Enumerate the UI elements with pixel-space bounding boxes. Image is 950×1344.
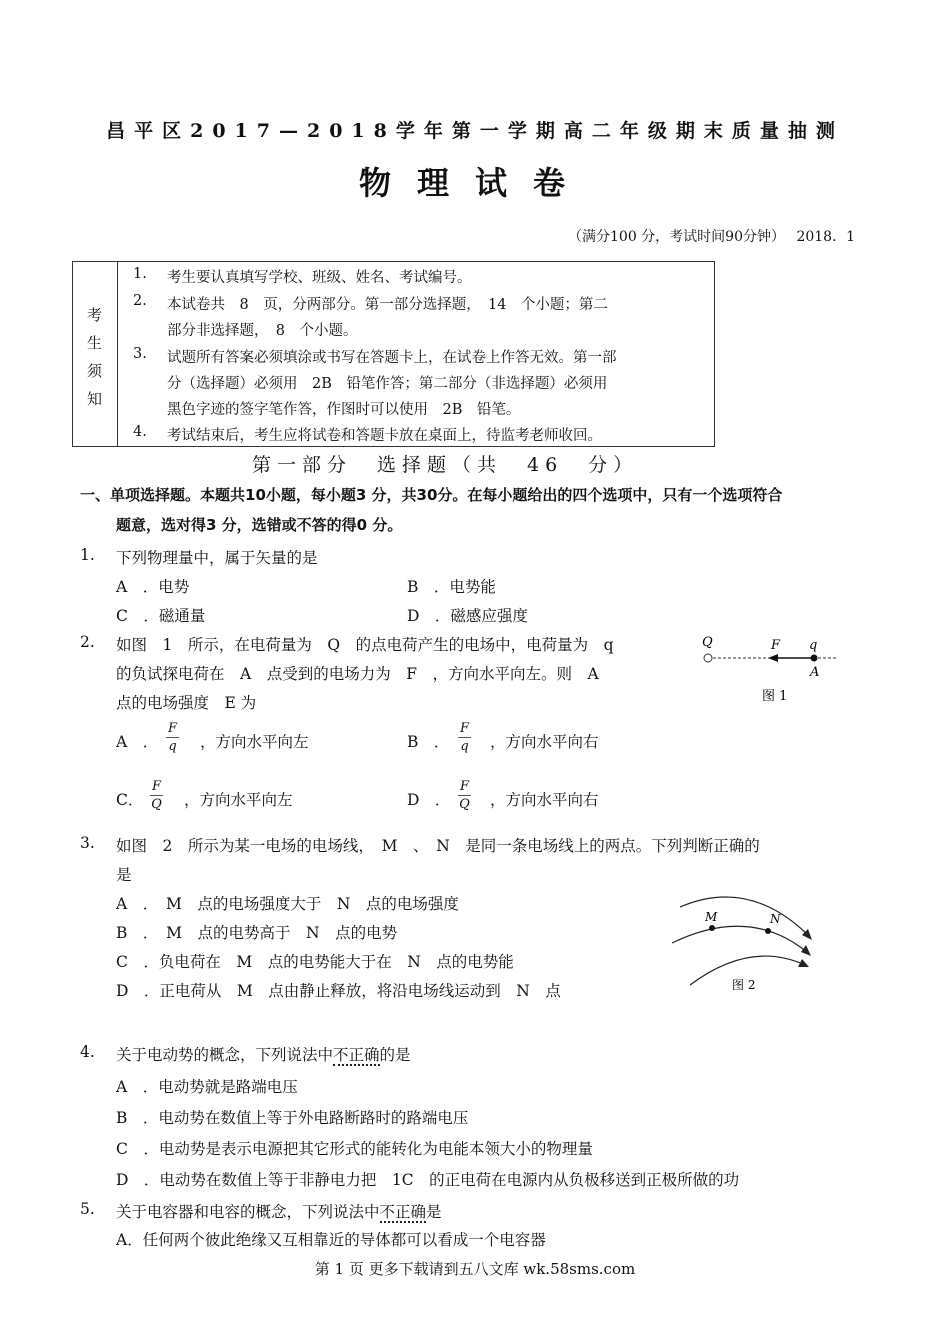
denominator: q [168, 739, 177, 754]
question-number: 3. [80, 834, 95, 852]
option-c: C． [116, 791, 144, 809]
question-stem: 下列物理量中，属于矢量的是 [116, 549, 318, 567]
option-d: D ．正电荷从 M 点由静止释放，将沿电场线运动到 N 点 [116, 982, 561, 1000]
part-instructions: 题意，选对得3 分，选错或不答的得0 分。 [116, 516, 403, 534]
fig1-caption: 图 1 [762, 689, 788, 704]
option-b: B ． M 点的电势高于 N 点的电势 [116, 924, 398, 942]
option-a: A ． [116, 733, 159, 751]
option-a: A ． M 点的电场强度大于 N 点的电场强度 [116, 895, 459, 913]
notice-label-char: 考 [87, 306, 103, 324]
option-a: A ．电动势就是路端电压 [116, 1078, 298, 1096]
denominator: q [460, 739, 469, 754]
fig1-label-a: A [810, 665, 820, 680]
option-b-text: ，方向水平向右 [490, 733, 599, 751]
source-charge-dot [704, 654, 712, 662]
denominator: Q [151, 797, 162, 812]
option-c: C ．磁通量 [116, 607, 206, 625]
question-number: 1. [80, 546, 95, 564]
question-stem: 的负试探电荷在 A 点受到的电场力为 F ，方向水平向左。则 A [116, 665, 599, 683]
notice-label-char: 须 [87, 362, 103, 380]
option-b: B ． [407, 733, 450, 751]
exam-title: 物理试卷 [358, 164, 591, 202]
option-a: A ．电势 [116, 578, 190, 596]
option-d: D ．磁感应强度 [407, 607, 528, 625]
fig2-label-n: N [770, 912, 781, 926]
stem-text: 关于电容器和电容的概念，下列说法中 [116, 1203, 380, 1221]
field-line [680, 897, 810, 937]
fraction-f-over-big-q [458, 778, 471, 813]
stem-text: 是 [426, 1203, 442, 1221]
fig1-label-q-source: Q [702, 635, 713, 650]
fig1-label-q: q [809, 638, 818, 653]
option-d-text: ，方向水平向右 [490, 791, 599, 809]
notice-item-text: 考生要认真填写学校、班级、姓名、考试编号。 [167, 270, 472, 286]
question-stem [116, 1200, 442, 1222]
exam-date: 2018．1 [796, 229, 855, 245]
question-number: 2. [80, 633, 95, 651]
notice-item-text: 试题所有答案必须填涂或书写在答题卡上，在试卷上作答无效。第一部 [167, 350, 617, 366]
notice-label-char: 生 [87, 334, 103, 352]
exam-duration: （满分100 分，考试时间90分钟） [568, 229, 778, 245]
notice-box [72, 261, 715, 447]
emphasis-text: 不正确 [333, 1046, 380, 1064]
section-title: 第一部分 选择题（共 46 分） [252, 454, 639, 476]
exam-meta [568, 226, 855, 246]
notice-item-num: 4. [133, 424, 147, 440]
notice-item-text: 分（选择题）必须用 2B 铅笔作答；第二部分（非选择题）必须用 [167, 376, 608, 392]
option-c: C ．负电荷在 M 点的电势能大于在 N 点的电势能 [116, 953, 514, 971]
fraction-f-over-q [458, 720, 471, 755]
point-n [765, 928, 771, 934]
stem-text: 的是 [379, 1046, 411, 1064]
test-charge-dot [811, 655, 818, 662]
option-c-text: ，方向水平向左 [184, 791, 293, 809]
fig2-label-m: M [705, 910, 718, 924]
notice-label-char: 知 [87, 390, 103, 408]
field-line-arrow [801, 945, 811, 956]
question-number: 4. [80, 1043, 95, 1061]
point-m [709, 925, 715, 931]
fig2-caption: 图 2 [732, 978, 756, 992]
exam-header: 昌平区2017—2018学年第一学期高二年级期末质量抽测 [106, 120, 844, 142]
question-stem: 点的电场强度 E 为 [116, 694, 257, 712]
option-b: B ．电动势在数值上等于外电路断路时的路端电压 [116, 1109, 469, 1127]
question-stem: 如图 1 所示，在电荷量为 Q 的点电荷产生的电场中，电荷量为 q [116, 636, 614, 654]
option-a: A．任何两个彼此绝缘又互相靠近的导体都可以看成一个电容器 [116, 1231, 546, 1249]
option-a-text: ，方向水平向左 [200, 733, 309, 751]
field-line [672, 926, 808, 953]
question-stem: 如图 2 所示为某一电场的电场线， M 、 N 是同一条电场线上的两点。下列判断正确的 [116, 837, 760, 855]
notice-item-num: 1. [133, 266, 147, 282]
option-b: B ．电势能 [407, 578, 496, 596]
fraction-f-over-big-q [150, 778, 163, 813]
fraction-f-over-q [166, 720, 179, 755]
force-arrow-head [768, 654, 778, 662]
option-c: C ．电动势是表示电源把其它形式的能转化为电能本领大小的物理量 [116, 1140, 593, 1158]
denominator: Q [459, 797, 470, 812]
figure-1 [696, 630, 846, 710]
part-instructions: 一、单项选择题。本题共10小题，每小题3 分，共30分。在每小题给出的四个选项中，只有一个选项符合 [80, 486, 783, 504]
numerator: F [460, 779, 470, 794]
fig1-label-f: F [771, 638, 781, 653]
emphasis-text: 不正确 [379, 1203, 427, 1221]
figure-2 [660, 885, 830, 995]
notice-item-num: 3. [133, 346, 147, 362]
stem-text: 关于电动势的概念，下列说法中 [116, 1046, 334, 1064]
question-stem [116, 1043, 411, 1065]
notice-item-text: 黑色字迹的签字笔作答，作图时可以使用 2B 铅笔。 [167, 402, 521, 418]
notice-item-text: 考试结束后，考生应将试卷和答题卡放在桌面上，待监考老师收回。 [167, 428, 602, 444]
numerator: F [168, 721, 178, 736]
notice-item-text: 本试卷共 8 页，分两部分。第一部分选择题， 14 个小题；第二 [167, 297, 608, 313]
numerator: F [152, 779, 162, 794]
notice-item-text: 部分非选择题， 8 个小题。 [167, 323, 358, 339]
notice-label [73, 262, 118, 446]
question-number: 5. [80, 1200, 95, 1218]
numerator: F [460, 721, 470, 736]
option-d: D ．电动势在数值上等于非静电力把 1C 的正电荷在电源内从负极移送到正极所做的功 [116, 1171, 740, 1189]
page-footer: 第 1 页 更多下载请到五八文库 wk.58sms.com [314, 1260, 636, 1278]
option-d: D ． [407, 791, 451, 809]
question-stem: 是 [116, 866, 132, 884]
notice-item-num: 2. [133, 293, 147, 309]
